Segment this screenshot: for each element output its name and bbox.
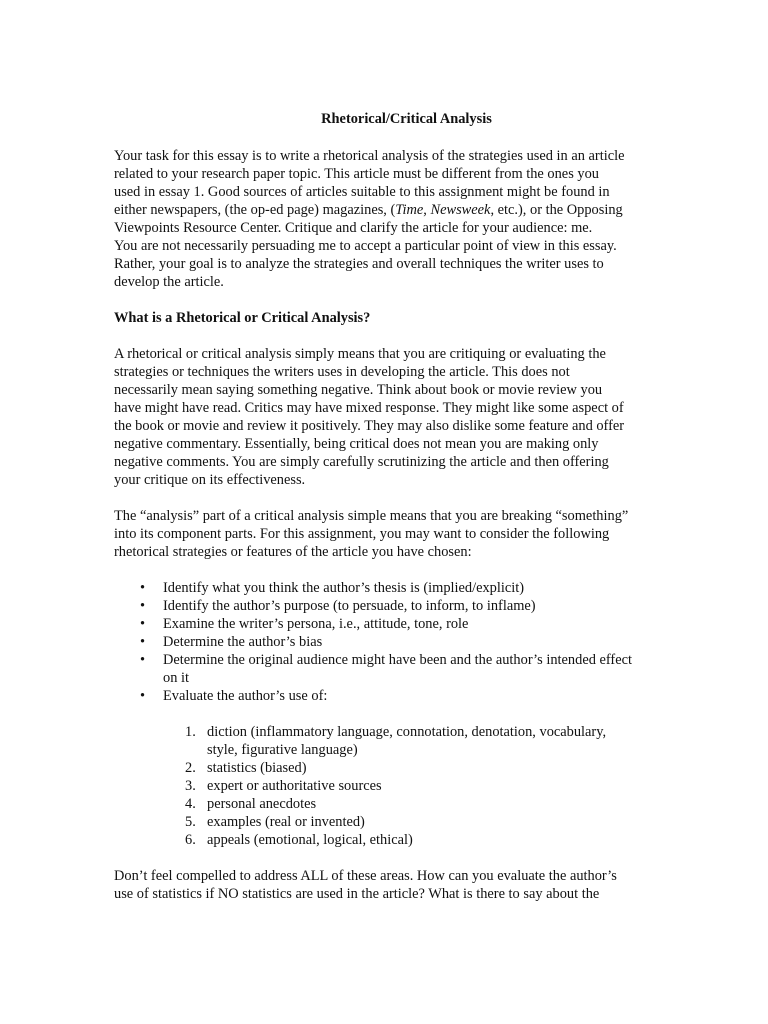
item-number: 5.	[185, 814, 196, 830]
paragraph-line: into its component parts. For this assignment, you may want to consider the following	[114, 526, 610, 542]
paragraph-line: rhetorical strategies or features of the article you have chosen:	[114, 544, 472, 560]
bullet-icon: •	[140, 688, 146, 704]
item-number: 6.	[185, 832, 196, 848]
bullet-text: Evaluate the author’s use of:	[163, 688, 328, 704]
bullet-item	[114, 615, 659, 633]
item-text: appeals (emotional, logical, ethical)	[207, 832, 413, 848]
bullet-item	[114, 651, 659, 687]
magazine-name-time: Time	[395, 202, 424, 218]
intro-paragraph	[114, 147, 659, 291]
numbered-item	[114, 813, 659, 831]
item-number: 3.	[185, 778, 196, 794]
numbered-item	[114, 777, 659, 795]
section-heading: What is a Rhetorical or Critical Analysis?	[114, 310, 371, 326]
paragraph-line: use of statistics if NO statistics are used in the article? What is there to say about the	[114, 886, 600, 902]
numbered-item	[114, 831, 659, 849]
definition-paragraph	[114, 345, 659, 489]
bullet-text: Determine the original audience might have been and the author’s intended effect	[163, 652, 632, 668]
bullet-icon: •	[140, 634, 146, 650]
magazine-name-newsweek: Newsweek	[430, 202, 491, 218]
bullet-text: Determine the author’s bias	[163, 634, 323, 650]
item-number: 2.	[185, 760, 196, 776]
paragraph-line: strategies or techniques the writers uses in developing the article. This does not	[114, 364, 570, 380]
document-title: Rhetorical/Critical Analysis	[321, 111, 492, 127]
paragraph-line: necessarily mean saying something negative. Think about book or movie review you	[114, 382, 603, 398]
intro-line: used in essay 1. Good sources of articles suitable to this assignment might be found in	[114, 184, 610, 200]
paragraph-line: negative commentary. Essentially, being critical does not mean you are making only	[114, 436, 599, 452]
bullet-item	[114, 633, 659, 651]
item-text: style, figurative language)	[207, 742, 358, 758]
bullet-icon: •	[140, 580, 146, 596]
item-number: 4.	[185, 796, 196, 812]
strategy-bullet-list	[114, 579, 659, 705]
bullet-text: on it	[163, 670, 189, 686]
document-content	[114, 110, 659, 903]
intro-line: Rather, your goal is to analyze the strategies and overall techniques the writer uses to	[114, 256, 604, 272]
intro-line: Viewpoints Resource Center. Critique and clarify the article for your audience: me.	[114, 220, 593, 236]
closing-paragraph	[114, 867, 659, 903]
intro-text: either newspapers, (the op-ed page) magazines, (	[114, 202, 396, 218]
numbered-item	[114, 723, 659, 759]
item-text: examples (real or invented)	[207, 814, 365, 830]
numbered-item	[114, 795, 659, 813]
paragraph-line: The “analysis” part of a critical analysis simple means that you are breaking “something”	[114, 508, 629, 524]
bullet-text: Identify what you think the author’s thesis is (implied/explicit)	[163, 580, 525, 596]
item-text: statistics (biased)	[207, 760, 307, 776]
item-number: 1.	[185, 724, 196, 740]
bullet-icon: •	[140, 616, 146, 632]
intro-line	[114, 201, 659, 219]
bullet-text: Identify the author’s purpose (to persuade, to inform, to inflame)	[163, 598, 536, 614]
intro-text: ,	[423, 202, 431, 218]
paragraph-line: negative comments. You are simply carefully scrutinizing the article and then offering	[114, 454, 609, 470]
intro-line: Your task for this essay is to write a rhetorical analysis of the strategies used in an article	[114, 148, 625, 164]
intro-line: related to your research paper topic. This article must be different from the ones you	[114, 166, 599, 182]
bullet-icon: •	[140, 598, 146, 614]
analysis-paragraph	[114, 507, 659, 561]
paragraph-line: A rhetorical or critical analysis simply means that you are critiquing or evaluating the	[114, 346, 606, 362]
paragraph-line: the book or movie and review it positively. They may also dislike some feature and offer	[114, 418, 625, 434]
bullet-item	[114, 579, 659, 597]
paragraph-line: your critique on its effectiveness.	[114, 472, 306, 488]
item-text: personal anecdotes	[207, 796, 317, 812]
bullet-icon: •	[140, 652, 146, 668]
evaluation-numbered-list	[114, 723, 659, 849]
bullet-item	[114, 687, 659, 705]
item-text: diction (inflammatory language, connotation, denotation, vocabulary,	[207, 724, 607, 740]
bullet-item	[114, 597, 659, 615]
numbered-item	[114, 759, 659, 777]
intro-text: , etc.), or the Opposing	[490, 202, 623, 218]
intro-line: develop the article.	[114, 274, 224, 290]
intro-line: You are not necessarily persuading me to accept a particular point of view in this essay.	[114, 238, 617, 254]
paragraph-line: have might have read. Critics may have mixed response. They might like some aspect of	[114, 400, 624, 416]
bullet-text: Examine the writer’s persona, i.e., attitude, tone, role	[163, 616, 469, 632]
item-text: expert or authoritative sources	[207, 778, 382, 794]
paragraph-line: Don’t feel compelled to address ALL of these areas. How can you evaluate the author’s	[114, 868, 617, 884]
